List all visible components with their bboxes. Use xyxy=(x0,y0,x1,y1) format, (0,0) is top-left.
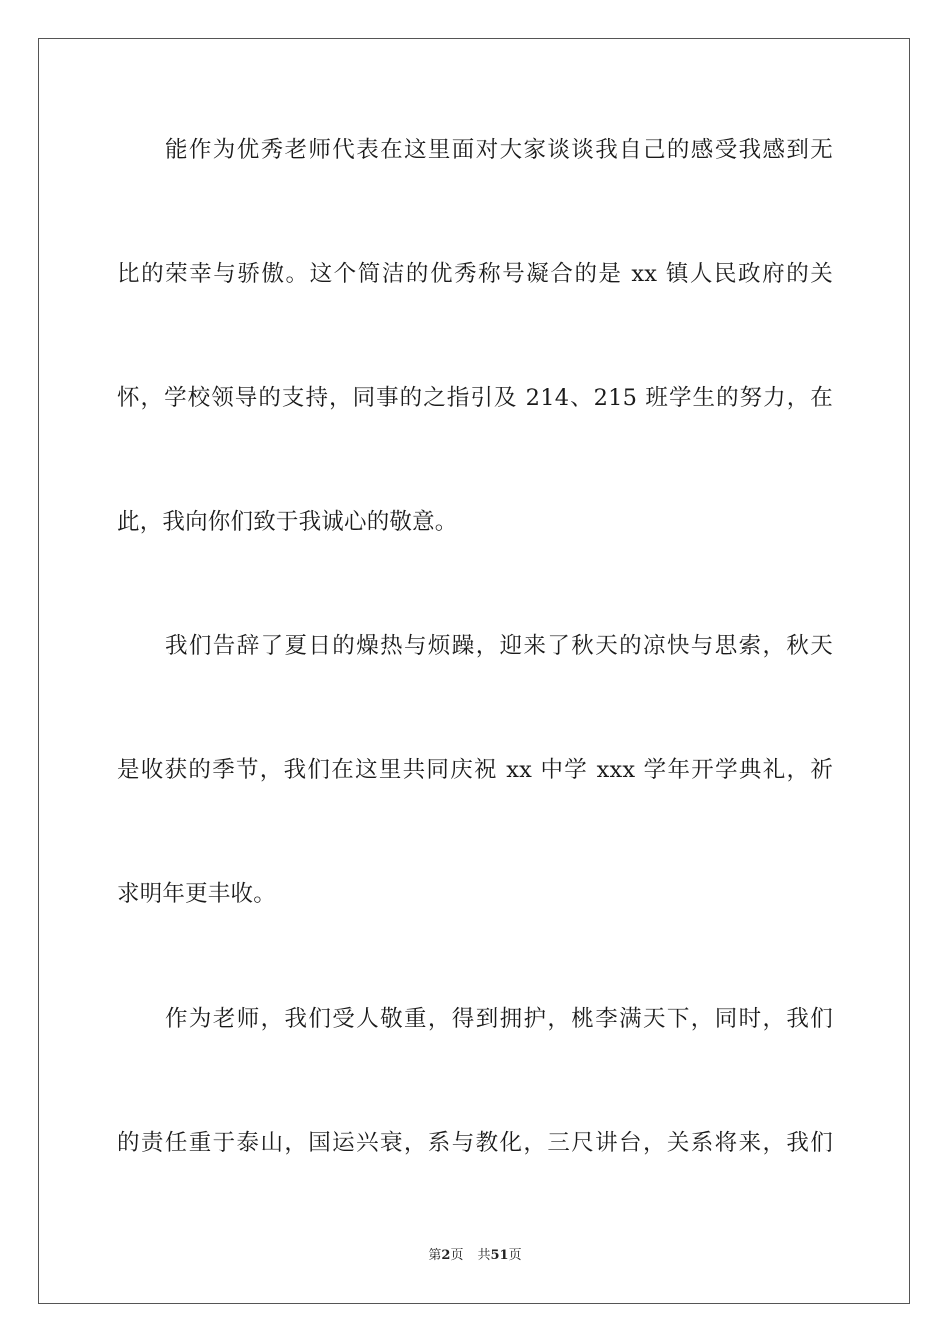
page-number: 2 xyxy=(441,1248,451,1263)
page-prefix: 第 xyxy=(428,1248,442,1263)
paragraph-1-line-4: 此，我向你们致于我诚心的敬意。 xyxy=(117,509,458,535)
total-prefix: 共 xyxy=(477,1248,491,1263)
paragraph-1-line-3: 怀，学校领导的支持，同事的之指引及 214、215 班学生的努力，在 xyxy=(117,385,833,411)
paragraph-2-line-2: 是收获的季节，我们在这里共同庆祝 xx 中学 xxx 学年开学典礼，祈 xyxy=(117,757,833,783)
paragraph-2-line-1: 我们告辞了夏日的燥热与烦躁，迎来了秋天的凉快与思索，秋天 xyxy=(165,633,833,659)
paragraph-3-line-2: 的责任重于泰山，国运兴衰，系与教化，三尺讲台，关系将来，我们 xyxy=(117,1130,833,1156)
total-suffix: 页 xyxy=(508,1248,522,1263)
page-border xyxy=(38,38,910,1304)
paragraph-1-line-2: 比的荣幸与骄傲。这个简洁的优秀称号凝合的是 xx 镇人民政府的关 xyxy=(117,261,833,287)
total-pages: 51 xyxy=(490,1248,509,1263)
paragraph-3-line-1: 作为老师，我们受人敬重，得到拥护，桃李满天下，同时，我们 xyxy=(165,1006,833,1032)
page-footer xyxy=(0,1247,950,1265)
paragraph-2-line-3: 求明年更丰收。 xyxy=(117,881,276,907)
paragraph-1-line-1: 能作为优秀老师代表在这里面对大家谈谈我自己的感受我感到无 xyxy=(165,137,833,163)
page-suffix: 页 xyxy=(450,1248,464,1263)
